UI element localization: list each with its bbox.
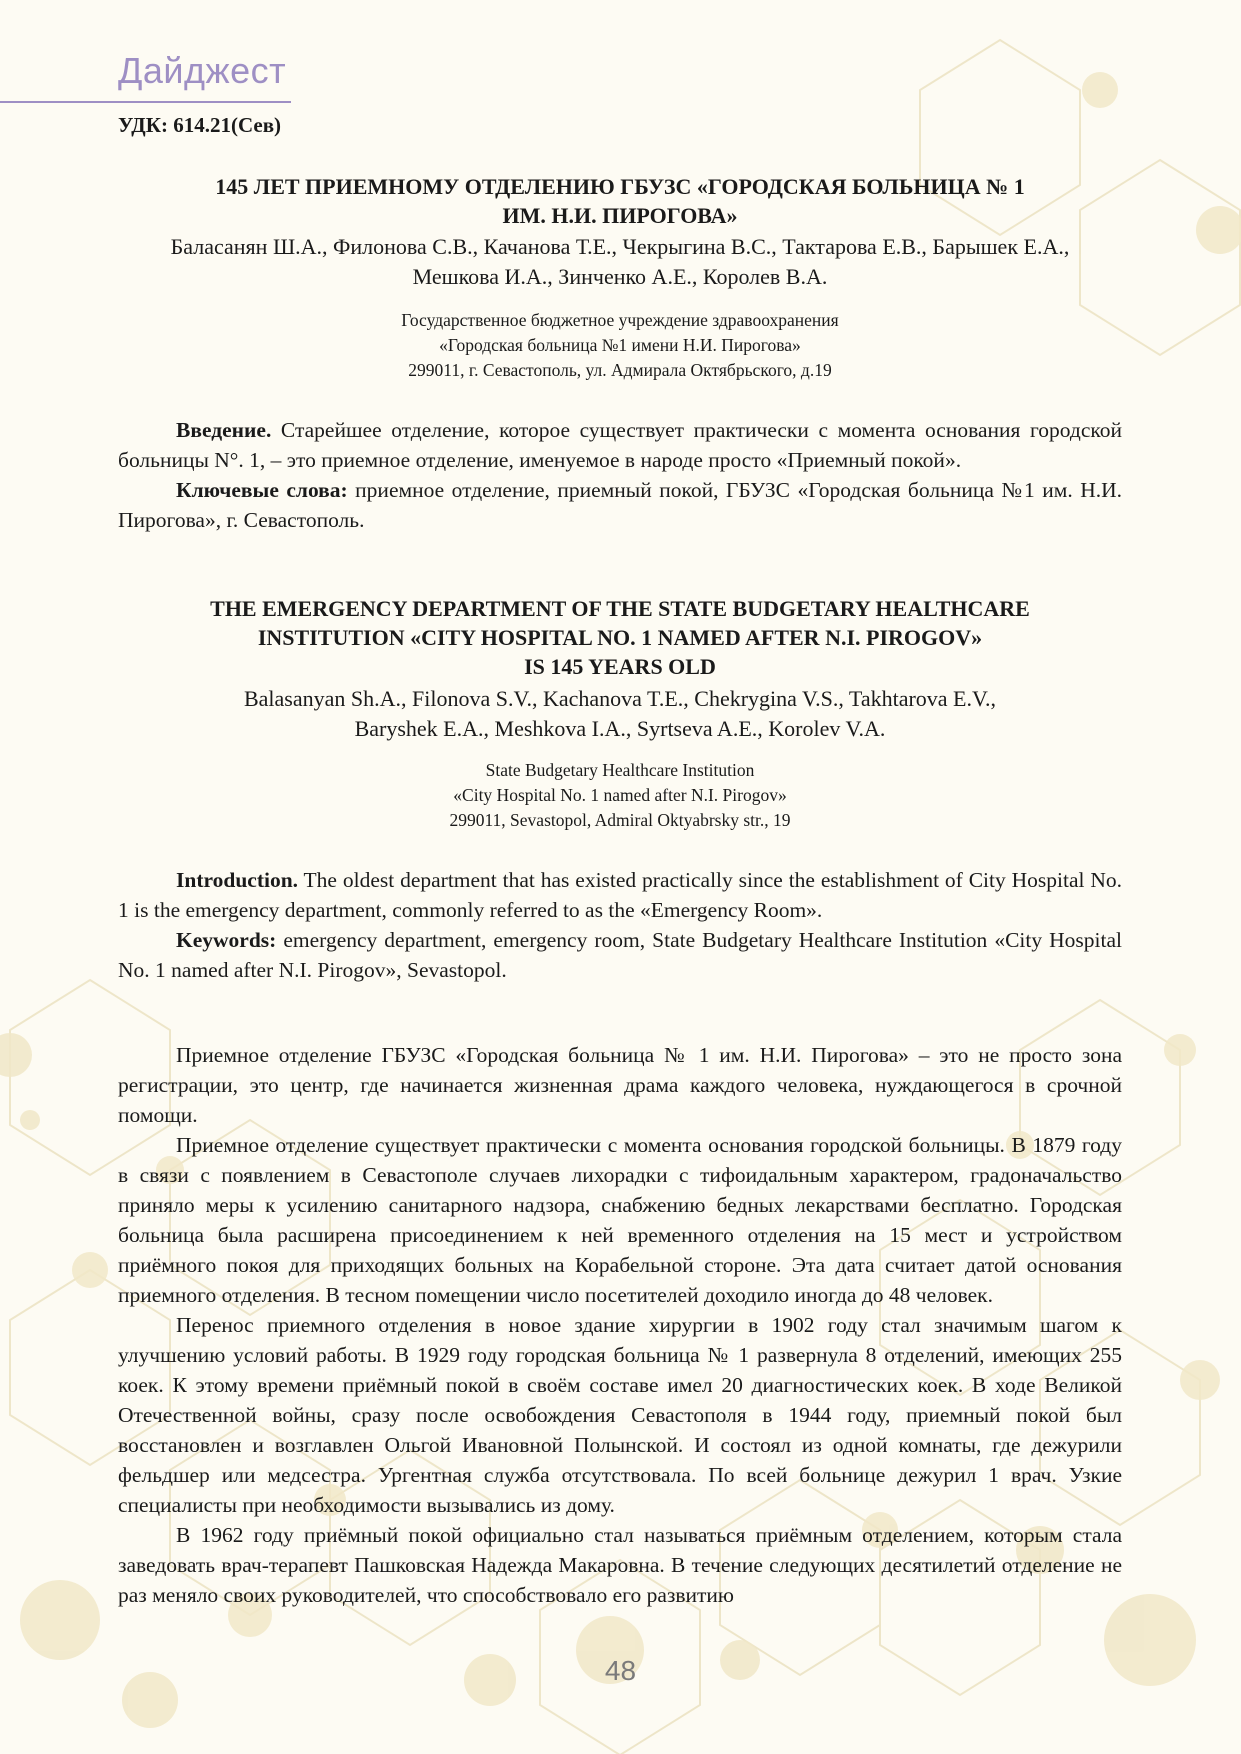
en-title-line: INSTITUTION «CITY HOSPITAL NO. 1 NAMED AFTER N.I. PIROGOV» <box>257 625 983 650</box>
ru-affil-line: Государственное бюджетное учреждение здравоохранения <box>401 310 839 330</box>
en-authors-line: Balasanyan Sh.A., Filonova S.V., Kachanova T.E., Chekrygina V.S., Takhtarova E.V., <box>243 686 997 711</box>
en-keywords-label: Keywords: <box>176 928 277 952</box>
ru-intro-text: Старейшее отделение, которое существует практически с момента основания городской больницы N°. 1, – это приемное отделение, именуемое в народе просто «Приемный покой». <box>118 418 1122 472</box>
ru-title-line: ИМ. Н.И. ПИРОГОВА» <box>502 203 738 228</box>
en-abstract <box>118 865 1122 985</box>
ru-keywords-label: Ключевые слова: <box>176 478 348 502</box>
ru-title <box>118 172 1122 230</box>
ru-introduction <box>118 415 1122 475</box>
ru-keywords-text: приемное отделение, приемный покой, ГБУЗС «Городская больница №1 им. Н.И. Пирогова», г. Севастополь. <box>118 478 1123 532</box>
page-number: 48 <box>604 1655 637 1686</box>
en-affil-line: «City Hospital No. 1 named after N.I. Pirogov» <box>453 785 787 805</box>
body-paragraph: Перенос приемного отделения в новое здание хирургии в 1902 году стал значимым шагом к улучшению условий работы. В 1929 году городская больница № 1 развернула 8 отделений, имеющих 255 коек. К этому времени приёмный покой в своём составе имел 20 диагностических коек. В ходе Великой Отечественной войны, сразу после освобождения Севастополя в 1944 году, приемный покой был восстановлен и возглавлен Ольгой Ивановной Полынской. И состоял из одной комнаты, где дежурили фельдшер или медсестра. Ургентная служба отсутствовала. По всей больнице дежурил 1 врач. Узкие специалисты при необходимости вызывались из дому. <box>118 1313 1122 1517</box>
ru-affil-line: 299011, г. Севастополь, ул. Адмирала Октябрьского, д.19 <box>408 360 832 380</box>
en-keywords-text: emergency department, emergency room, State Budgetary Healthcare Institution «City Hospital No. 1 named after N.I. Pirogov», Sevastopol. <box>118 928 1122 982</box>
en-authors <box>118 684 1122 744</box>
en-title-line: IS 145 YEARS OLD <box>524 654 716 679</box>
en-affil-line: 299011, Sevastopol, Admiral Oktyabrsky str., 19 <box>449 810 791 830</box>
ru-affil-line: «Городская больница №1 имени Н.И. Пирогова» <box>439 335 801 355</box>
body-paragraph: Приемное отделение ГБУЗС «Городская больница № 1 им. Н.И. Пирогова» – это не просто зона регистрации, это центр, где начинается жизненная драма каждого человека, нуждающегося в срочной помощи. <box>118 1043 1122 1127</box>
ru-authors-line: Мешкова И.А., Зинченко А.Е., Королев В.А. <box>412 264 828 289</box>
ru-authors-line: Баласанян Ш.А., Филонова С.В., Качанова Т.Е., Чекрыгина В.С., Тактарова Е.В., Барышек Е.А., <box>170 234 1070 259</box>
en-intro-text: The oldest department that has existed practically since the establishment of City Hospital No. 1 is the emergency department, commonly referred to as the «Emergency Room». <box>118 868 1122 922</box>
ru-intro-label: Введение. <box>176 418 272 442</box>
udc-code: УДК: 614.21(Сев) <box>118 113 282 137</box>
body-paragraph: В 1962 году приёмный покой официально стал называться приёмным отделением, которым стала заведовать врач-терапевт Пашковская Надежда Макаровна. В течение следующих десятилетий отделение не раз меняло своих руководителей, что способствовало его развитию <box>118 1523 1122 1607</box>
header-rule <box>0 101 291 103</box>
ru-keywords <box>118 475 1122 535</box>
en-intro-label: Introduction. <box>176 868 299 892</box>
section-header: Дайджест <box>118 50 287 91</box>
ru-abstract <box>118 415 1122 535</box>
en-title <box>118 594 1122 681</box>
en-keywords <box>118 925 1122 985</box>
ru-affiliation <box>118 308 1122 383</box>
article-body <box>118 1040 1122 1610</box>
en-authors-line: Baryshek E.A., Meshkova I.A., Syrtseva A.E., Korolev V.A. <box>354 716 886 741</box>
en-affil-line: State Budgetary Healthcare Institution <box>485 760 755 780</box>
ru-title-line: 145 ЛЕТ ПРИЕМНОМУ ОТДЕЛЕНИЮ ГБУЗС «ГОРОДСКАЯ БОЛЬНИЦА № 1 <box>215 174 1025 199</box>
en-introduction <box>118 865 1122 925</box>
en-title-line: THE EMERGENCY DEPARTMENT OF THE STATE BUDGETARY HEALTHCARE <box>210 596 1030 621</box>
ru-authors <box>118 232 1122 292</box>
body-paragraph: Приемное отделение существует практически с момента основания городской больницы. В 1879 году в связи с появлением в Севастополе случаев лихорадки с тифоидальным характером, градоначальство приняло меры к усилению санитарного надзора, снабжению бедных лекарствами бесплатно. Городская больница была расширена присоединением к ней временного отделения на 15 мест и устройством приёмного покоя для приходящих больных на Корабельной стороне. Эта дата считает датой основания приемного отделения. В тесном помещении число посетителей доходило иногда до 48 человек. <box>118 1133 1122 1307</box>
en-affiliation <box>118 758 1122 833</box>
